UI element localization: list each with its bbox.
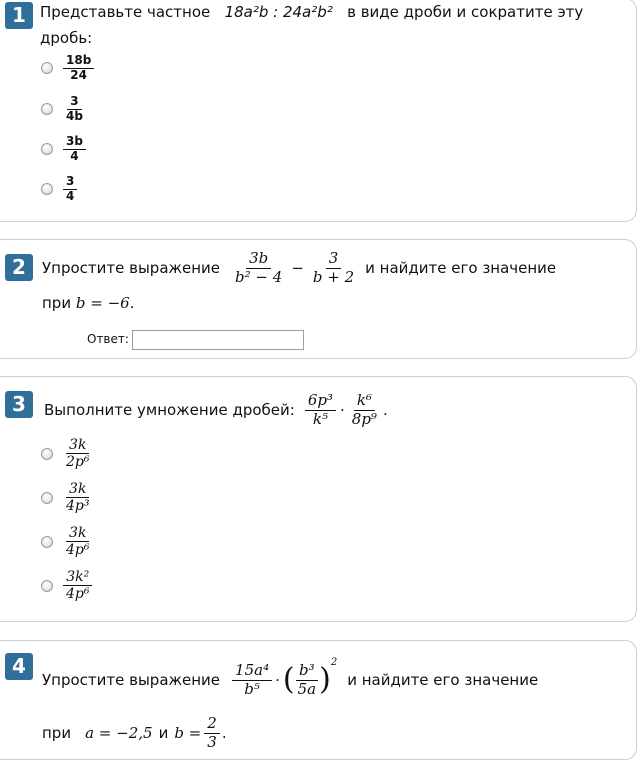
radio-button[interactable]: [41, 448, 53, 460]
option-fraction: $\frac{18b}{24}$: [63, 54, 94, 83]
question-expression: 18a²b : 24a²b²: [224, 3, 333, 21]
fraction-expression: $\frac{3b}{\text{b² − 4}}$: [235, 249, 283, 286]
answer-option-3[interactable]: [41, 135, 86, 164]
fraction-expression: $\frac{\text{b³}}{5a}$: [297, 661, 317, 698]
question-number: 1: [5, 2, 33, 29]
radio-button[interactable]: [41, 103, 53, 115]
fraction-expression: $\frac{\text{6p³}}{\text{k⁵}}$: [305, 392, 336, 428]
answer-input[interactable]: [132, 330, 304, 350]
question-card-4: [0, 640, 637, 760]
question-number: 2: [5, 254, 33, 281]
question-prompt-line2: при b = −6.: [42, 294, 135, 312]
question-prompt: Упростите выражение $\frac{\text{15a⁴}}{\text{b⁵}}$ · ( $\frac{\text{b³}}{5a}$ ) 2 и найдите его значение: [42, 657, 539, 698]
question-card-1: [0, 0, 637, 222]
option-fraction: $\frac{\text{3k²}}{\text{4p⁶}}$: [63, 569, 92, 602]
question-prompt: Упростите выражение $\frac{3b}{\text{b² − 4}}$ − $\frac{3}{b + 2}$ и найдите его значение: [42, 249, 557, 286]
answer-option-1[interactable]: [41, 437, 92, 470]
radio-button[interactable]: [41, 183, 53, 195]
answer-option-1[interactable]: [41, 54, 94, 83]
option-fraction: $\frac{3k}{\text{4p⁶}}$: [66, 525, 90, 559]
option-fraction: $\frac{3k}{\text{2p⁶}}$: [66, 437, 90, 471]
radio-button[interactable]: [41, 580, 53, 592]
option-fraction: $\frac{3k}{\text{4p³}}$: [66, 481, 90, 515]
answer-option-2[interactable]: [41, 481, 92, 514]
answer-option-4[interactable]: [41, 569, 92, 602]
question-card-3: [0, 376, 637, 622]
fraction-expression: $\frac{\text{k⁶}}{\text{8p⁹}}$: [351, 391, 377, 428]
exponent: 2: [330, 657, 338, 668]
fraction-expression: $\frac{3}{b + 2}$: [312, 249, 355, 286]
radio-button[interactable]: [41, 536, 53, 548]
option-fraction: $\frac{3}{4b}$: [66, 94, 83, 123]
fraction-expression: $\frac{\text{15a⁴}}{\text{b⁵}}$: [232, 662, 272, 698]
question-number: 4: [5, 653, 33, 680]
question-card-2: [0, 239, 637, 359]
right-paren: ): [319, 662, 331, 697]
question-number: 3: [5, 391, 33, 418]
answer-option-4[interactable]: [41, 175, 77, 204]
answer-option-3[interactable]: [41, 525, 92, 558]
question-prompt-line2: при a = −2,5 и b = $\frac{2}{3}$ .: [42, 714, 227, 751]
question-prompt: Выполните умножение дробей: $\frac{\text{6p³}}{\text{k⁵}}$ · $\frac{\text{k⁶}}{\text{8p⁹}}$ .: [44, 391, 388, 428]
radio-button[interactable]: [41, 492, 53, 504]
answer-option-2[interactable]: [41, 95, 86, 124]
option-fraction: $\frac{3b}{4}$: [63, 135, 86, 164]
left-paren: (: [282, 662, 295, 697]
radio-button[interactable]: [41, 143, 53, 155]
radio-button[interactable]: [41, 62, 53, 74]
answer-label: Ответ:: [87, 332, 129, 346]
option-fraction: $\frac{3}{4}$: [63, 175, 77, 204]
question-prompt-line2: дробь:: [40, 29, 93, 47]
question-prompt: Представьте частное 18a²b : 24a²b² в виде дроби и сократите эту: [40, 3, 584, 21]
fraction-expression: $\frac{2}{3}$: [204, 715, 220, 751]
